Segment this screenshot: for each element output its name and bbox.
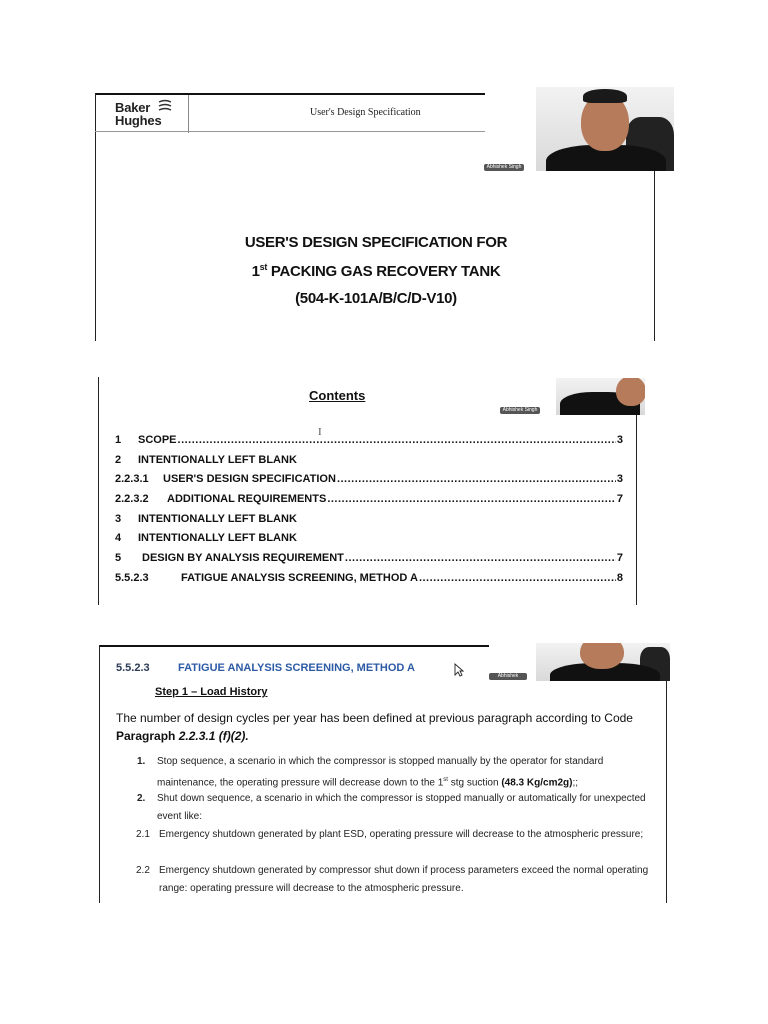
logo-mark-icon — [157, 99, 173, 113]
toc-entry[interactable]: 5.5.2.3 FATIGUE ANALYSIS SCREENING, METHOD A ..... 8 — [115, 572, 623, 588]
doc-title-line-3: (504-K-101A/B/C/D-V10) — [295, 290, 457, 307]
toc-entry[interactable]: 4 INTENTIONALLY LEFT BLANK — [115, 532, 297, 544]
header-document-title: User's Design Specification — [310, 107, 421, 118]
toc-entry[interactable]: 2.2.3.2 ADDITIONAL REQUIREMENTS ..... 7 — [115, 493, 623, 509]
page-right-border — [636, 413, 637, 605]
section-title: FATIGUE ANALYSIS SCREENING, METHOD A — [178, 662, 415, 674]
webcam-video-1 — [536, 87, 674, 171]
toc-entry[interactable]: 3 INTENTIONALLY LEFT BLANK — [115, 513, 297, 525]
list-item: 1. Stop sequence, a scenario in which the compressor is stopped manually by the operator for standard maintenance, the operating pressure will decrease down to the 1st stg suction (48.3 Kg/cm2g);; — [137, 756, 604, 789]
toc-leader-dots — [178, 434, 616, 446]
toc-leader-dots — [337, 473, 616, 485]
text-cursor-icon: I — [318, 426, 322, 438]
contents-heading: Contents — [309, 388, 366, 403]
toc-leader-dots — [419, 572, 616, 584]
doc-title-line-2: 1st PACKING GAS RECOVERY TANK — [251, 262, 501, 280]
mouse-pointer-icon — [454, 663, 464, 677]
list-item: 2.2 Emergency shutdown generated by compressor shut down if process parameters exceed the normal operating range: operating pressure will decrease to the atmospheric pressure. — [136, 865, 649, 894]
participant-name-tag: Abhishek Singh — [489, 673, 527, 680]
page-right-border — [666, 681, 667, 903]
participant-name-tag: Abhishek Singh — [484, 164, 524, 171]
header-bottom-rule — [95, 131, 485, 132]
toc-entry[interactable]: 2 INTENTIONALLY LEFT BLANK — [115, 454, 297, 466]
toc-leader-dots — [327, 493, 616, 505]
list-item: 2. Shut down sequence, a scenario in which the compressor is stopped manually or automatically for unexpected event like: — [137, 793, 646, 822]
toc-entry[interactable]: 2.2.3.1 USER'S DESIGN SPECIFICATION ..... 3 — [115, 473, 623, 489]
doc-title-line-1: USER'S DESIGN SPECIFICATION FOR — [244, 234, 508, 251]
section-number: 5.5.2.3 — [116, 662, 150, 674]
header-divider — [188, 95, 189, 133]
webcam-video-3 — [536, 643, 670, 681]
page-left-border — [99, 645, 100, 903]
toc-entry[interactable]: 1 SCOPE ..... 3 — [115, 434, 623, 450]
list-item: 2.1 Emergency shutdown generated by plant ESD, operating pressure will decrease to the atmospheric pressure; — [136, 829, 644, 840]
webcam-video-2 — [556, 378, 645, 415]
section-page-frame — [99, 645, 667, 903]
page-left-border — [98, 377, 99, 605]
page-top-rule — [99, 645, 489, 647]
baker-hughes-logo: Baker Hughes — [115, 100, 162, 128]
toc-leader-dots — [345, 552, 616, 564]
page-right-border — [654, 170, 655, 341]
participant-name-tag: Abhishek Singh — [500, 407, 540, 414]
step-title: Step 1 – Load History — [155, 686, 268, 698]
intro-paragraph: The number of design cycles per year has been defined at previous paragraph according to Code Paragraph 2.2.3.1 (f)(2). — [116, 711, 633, 743]
toc-entry[interactable]: 5 DESIGN BY ANALYSIS REQUIREMENT ..... 7 — [115, 552, 623, 568]
header-top-rule — [95, 93, 485, 95]
